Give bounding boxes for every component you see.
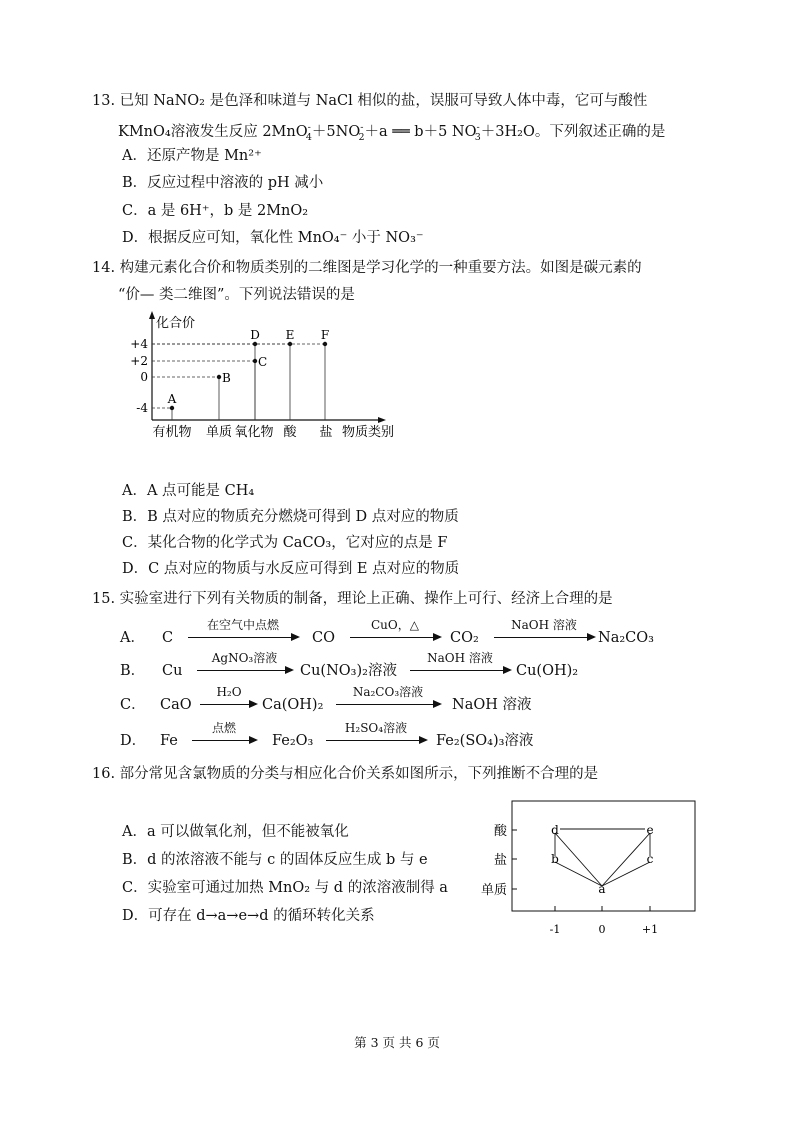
x-axis-label: 物质类别 bbox=[342, 425, 395, 440]
y-category-label: 单质 bbox=[480, 883, 507, 898]
q15-b-s1: Cu bbox=[162, 663, 183, 679]
q15-a-s2: CO bbox=[312, 630, 335, 646]
q14-option-d[interactable]: D．C 点对应的物质与水反应可得到 E 点对应的物质 bbox=[122, 561, 460, 577]
x-category-label: 单质 bbox=[205, 425, 233, 440]
y-axis-arrow-icon bbox=[149, 311, 155, 319]
arrow-icon bbox=[192, 740, 256, 741]
q15-c-s3: NaOH 溶液 bbox=[452, 697, 532, 713]
q16-option-d[interactable]: D．可存在 d→a→e→d 的循环转化关系 bbox=[122, 908, 375, 924]
point-label: D bbox=[250, 328, 260, 342]
q13-stem-part-a: KMnO₄溶液发生反应 2MnO bbox=[118, 123, 308, 140]
q15-c-s2: Ca(OH)₂ bbox=[262, 697, 324, 713]
q15-b-s3: Cu(OH)₂ bbox=[516, 663, 579, 679]
q15-d-c2: H₂SO₄溶液 bbox=[344, 721, 408, 735]
arrow-icon bbox=[350, 637, 440, 638]
x-tick-label: 0 bbox=[598, 923, 606, 936]
point-label: c bbox=[646, 852, 654, 866]
q15-d-label: D． bbox=[120, 733, 147, 749]
relation-line bbox=[602, 833, 650, 886]
q15-c-c2: Na₂CO₃溶液 bbox=[352, 685, 424, 699]
point-label: e bbox=[646, 823, 654, 837]
q14-stem-line1: 14. 构建元素化合价和物质类别的二维图是学习化学的一种重要方法。如图是碳元素的 bbox=[92, 260, 642, 276]
carbon-chart-points bbox=[170, 342, 327, 410]
x-axis-arrow-icon bbox=[378, 417, 386, 423]
q13-stem-part-d: ＋3H₂O。下列叙述正确的是 bbox=[480, 123, 666, 140]
point-label: a bbox=[598, 882, 606, 896]
q16-option-c[interactable]: C．实验室可通过加热 MnO₂ 与 d 的浓溶液制得 a bbox=[122, 880, 448, 896]
point-label: A bbox=[167, 392, 177, 406]
arrow-icon bbox=[197, 670, 292, 671]
q14-option-c[interactable]: C．某化合物的化学式为 CaCO₃，它对应的点是 F bbox=[122, 535, 448, 551]
q13-option-d[interactable]: D．根据反应可知，氧化性 MnO₄⁻ 小于 NO₃⁻ bbox=[122, 230, 424, 246]
point-label: C bbox=[258, 355, 268, 369]
point-label: d bbox=[551, 823, 559, 837]
x-tick-label: +1 bbox=[641, 923, 659, 936]
relation-line bbox=[602, 862, 650, 886]
q15-a-label: A． bbox=[120, 630, 145, 646]
q13-option-b[interactable]: B．反应过程中溶液的 pH 减小 bbox=[122, 175, 324, 191]
relation-line bbox=[555, 833, 602, 886]
y-category-label: 盐 bbox=[493, 853, 507, 868]
arrow-icon bbox=[188, 637, 298, 638]
q15-a-c1: 在空气中点燃 bbox=[206, 618, 279, 632]
q14-option-a[interactable]: A．A 点可能是 CH₄ bbox=[122, 483, 255, 499]
q15-b-c2: NaOH 溶液 bbox=[427, 651, 493, 665]
q15-d-c1: 点燃 bbox=[211, 721, 236, 735]
x-category-label: 氧化物 bbox=[234, 425, 274, 440]
chart-point bbox=[253, 342, 257, 346]
x-category-label: 盐 bbox=[319, 425, 333, 440]
chart-point bbox=[170, 406, 174, 410]
chlorine-diagram-labels bbox=[481, 823, 658, 936]
chart-point bbox=[253, 359, 257, 363]
arrow-icon bbox=[336, 704, 440, 705]
carbon-valence-chart bbox=[120, 305, 420, 450]
point-label: F bbox=[320, 328, 330, 342]
point-label: B bbox=[222, 371, 231, 385]
chlorine-classification-diagram bbox=[470, 795, 710, 945]
arrow-icon bbox=[326, 740, 426, 741]
q13-stem-part-b: ＋5NO bbox=[311, 123, 361, 140]
chart-point bbox=[217, 375, 221, 379]
q16-stem: 16. 部分常见含氯物质的分类与相应化合价关系如图所示，下列推断不合理的是 bbox=[92, 766, 599, 782]
q13-stem-line2: KMnO₄溶液发生反应 $2MnO^-_4+5NO^-_2+a$ ══ b＋5 $NO^-_3+3H_2O$。下列叙述正确的是 bbox=[118, 122, 666, 143]
q16-option-b[interactable]: B．d 的浓溶液不能与 c 的固体反应生成 b 与 e bbox=[122, 852, 428, 868]
q15-d-s1: Fe bbox=[160, 733, 178, 749]
y-tick-label: -4 bbox=[136, 401, 148, 415]
q13-option-a[interactable]: A．还原产物是 Mn²⁺ bbox=[122, 148, 262, 164]
q14-option-b[interactable]: B．B 点对应的物质充分燃烧可得到 D 点对应的物质 bbox=[122, 509, 459, 525]
q15-a-s1: C bbox=[162, 630, 174, 646]
q15-b-c1: AgNO₃溶液 bbox=[211, 651, 278, 665]
point-label: b bbox=[551, 852, 559, 866]
y-axis-label: 化合价 bbox=[156, 316, 196, 331]
q15-stem: 15. 实验室进行下列有关物质的制备，理论上正确、操作上可行、经济上合理的是 bbox=[92, 591, 613, 607]
q13-option-c[interactable]: C．a 是 6H⁺，b 是 2MnO₂ bbox=[122, 203, 309, 219]
x-category-label: 酸 bbox=[283, 425, 297, 440]
q13-stem-part-c: ＋a ══ b＋5 NO bbox=[364, 123, 477, 140]
q14-stem-line2: “价— 类二维图”。下列说法错误的是 bbox=[118, 287, 355, 303]
y-category-label: 酸 bbox=[493, 824, 507, 839]
y-tick-label: 0 bbox=[140, 370, 148, 384]
carbon-chart-guides bbox=[152, 344, 325, 420]
page-footer: 第 3 页 共 6 页 bbox=[354, 1035, 440, 1050]
q15-a-c3: NaOH 溶液 bbox=[511, 618, 577, 632]
carbon-chart-labels bbox=[130, 316, 394, 440]
arrow-icon bbox=[410, 670, 510, 671]
q13-stem-line1: 13. 已知 NaNO₂ 是色泽和味道与 NaCl 相似的盐，误服可导致人体中毒，它可与酸性 bbox=[92, 93, 648, 109]
q15-a-c2: CuO，△ bbox=[371, 618, 419, 632]
q15-a-s4: Na₂CO₃ bbox=[598, 630, 654, 646]
chart-point bbox=[288, 342, 292, 346]
q15-c-label: C． bbox=[120, 697, 146, 713]
point-label: E bbox=[285, 328, 295, 342]
q15-a-s3: CO₂ bbox=[450, 630, 479, 646]
q15-d-s3: Fe₂(SO₄)₃溶液 bbox=[436, 733, 534, 749]
x-tick-label: -1 bbox=[549, 923, 561, 936]
y-tick-label: +2 bbox=[130, 354, 148, 368]
q15-c-s1: CaO bbox=[160, 697, 192, 713]
q15-d-s2: Fe₂O₃ bbox=[272, 733, 314, 749]
q15-c-c1: H₂O bbox=[216, 685, 242, 699]
arrow-icon bbox=[494, 637, 594, 638]
y-tick-label: +4 bbox=[130, 337, 148, 351]
chlorine-diagram-lines bbox=[555, 829, 650, 886]
arrow-icon bbox=[200, 704, 256, 705]
q15-b-s2: Cu(NO₃)₂溶液 bbox=[300, 663, 397, 679]
q15-b-label: B． bbox=[120, 663, 146, 679]
relation-line bbox=[555, 862, 602, 886]
x-category-label: 有机物 bbox=[152, 425, 192, 440]
chart-point bbox=[323, 342, 327, 346]
q16-option-a[interactable]: A．a 可以做氧化剂，但不能被氧化 bbox=[122, 824, 349, 840]
